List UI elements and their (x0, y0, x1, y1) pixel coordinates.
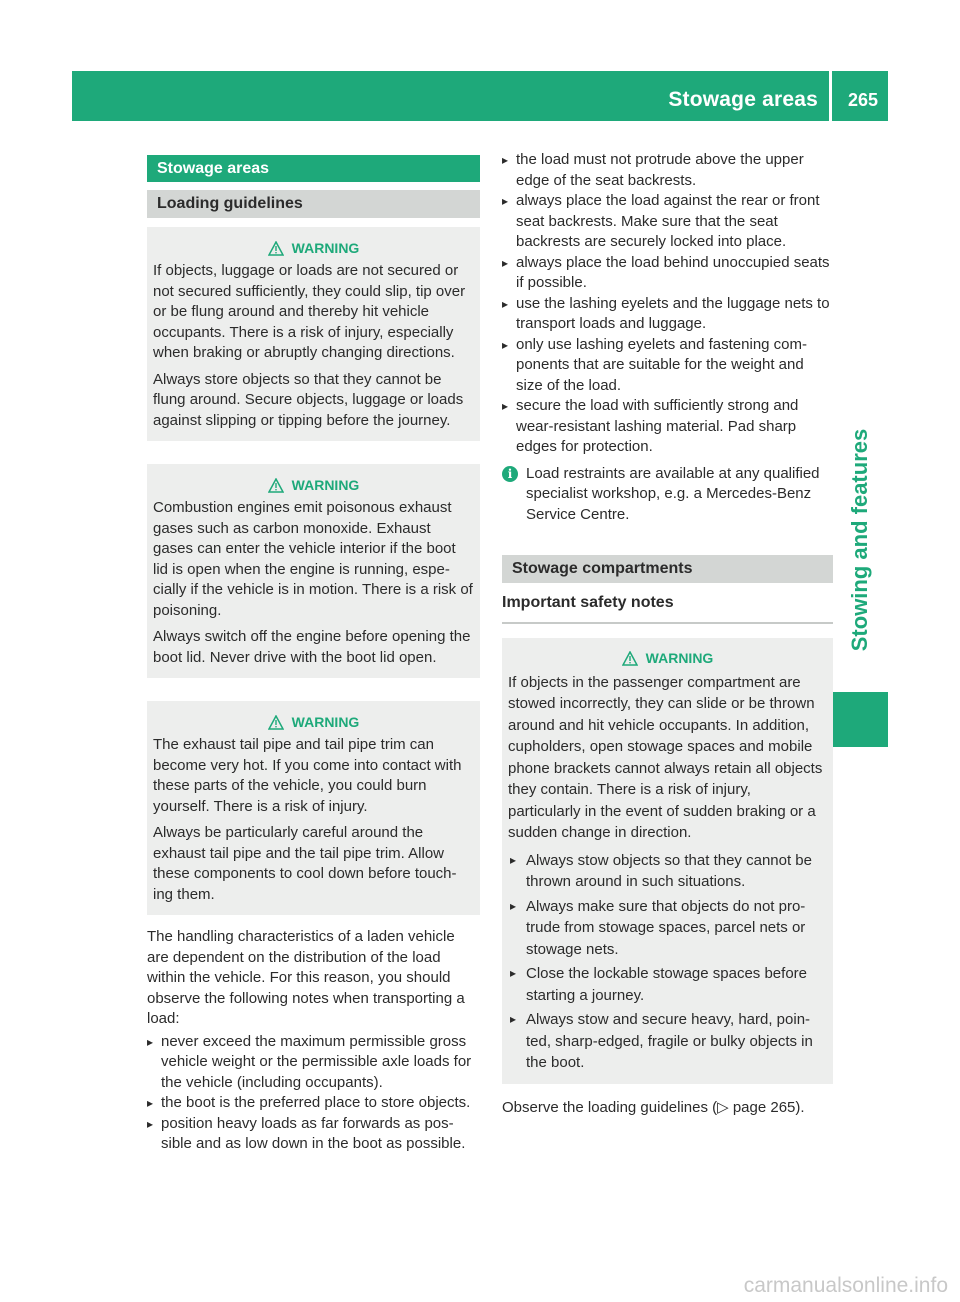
warning-label: WARNING (291, 239, 360, 256)
header-title: Stowage areas (668, 88, 818, 111)
warning-text: The exhaust tail pipe and tail pipe trim can become very hot. If you come into contact with these parts of the vehicle, you could burn yourself. There is a risk of injury. (153, 736, 462, 815)
list-item: ▸ position heavy loads as far forwards as pos-sible and as low down in the boot as possible. (147, 1114, 480, 1155)
list-item: ▸ secure the load with sufficiently strong and wear-resistant lashing material. Pad sharp edges for protection. (502, 396, 833, 458)
warning-header (153, 237, 474, 259)
warning-header (153, 474, 474, 496)
list-item: ▸ always place the load behind unoccupied seats if possible. (502, 253, 833, 294)
info-icon: i (502, 466, 518, 482)
side-tab-marker (833, 692, 888, 747)
info-text: Load restraints are available at any qualified specialist workshop, e.g. a Mercedes-Benz Service Centre. (526, 464, 820, 523)
list-item: ▸ never exceed the maximum permissible gross vehicle weight or the permissible axle loads for the vehicle (including occupants). (147, 1032, 480, 1094)
warning-text: Always switch off the engine before opening the boot lid. Never drive with the boot lid open. (153, 628, 471, 666)
warning-text: Always store objects so that they cannot be flung around. Secure objects, luggage or loads against slipping or tipping before the journey. (153, 370, 464, 429)
loading-bullets-continued (502, 150, 833, 458)
warning-triangle-icon (622, 651, 638, 666)
warning-box (147, 227, 480, 441)
warning-label: WARNING (645, 650, 714, 667)
warning-text: Combustion engines emit poisonous exhaust gases such as carbon monoxide. Exhaust gases can enter the vehicle interior if the boot lid is open when the engine is running, espe-cially if the vehicle is in motion. There is a risk of poisoning. (153, 499, 473, 619)
list-item: ▸ use the lashing eyelets and the luggage nets to transport loads and luggage. (502, 294, 833, 335)
warning-header (508, 648, 827, 670)
header-divider (829, 71, 832, 121)
warning-header (153, 711, 474, 733)
intro-text: The handling characteristics of a laden vehicle are dependent on the distribution of the load within the vehicle. For this reason, you should observe the following notes when transporting a load: (147, 928, 465, 1027)
warning-label: WARNING (291, 713, 360, 730)
warning-box (147, 464, 480, 678)
section-title: Stowage areas (147, 155, 480, 182)
watermark: carmanualsonline.info (743, 1274, 948, 1297)
list-item: ▸ the load must not protrude above the upper edge of the seat backrests. (502, 150, 833, 191)
list-item: ▸ only use lashing eyelets and fastening com-ponents that are suitable for the weight and size of the load. (502, 335, 833, 397)
warning-text: If objects in the passenger compartment are stowed incorrectly, they can slide or be thrown around and hit vehicle occupants. In addition, cupholders, open stowage spaces and mobile phone brackets cannot always retain all objects they contain. There is a risk of injury, particularly in the event of sudden braking or a sudden change in direction. (508, 673, 823, 841)
warning-bullets (508, 850, 827, 1074)
subsection-title: Loading guidelines (147, 190, 480, 218)
warning-box (147, 701, 480, 915)
list-item: ▸ Always stow objects so that they cannot be thrown around in such situations. (508, 850, 827, 893)
list-item: ▸ Always stow and secure heavy, hard, poin-ted, sharp-edged, fragile or bulky objects in the boot. (508, 1009, 827, 1074)
side-tab (833, 428, 888, 652)
warning-triangle-icon (268, 241, 284, 256)
list-item: ▸ Close the lockable stowage spaces before starting a journey. (508, 963, 827, 1006)
page-number: 265 (847, 90, 878, 110)
warning-triangle-icon (268, 715, 284, 730)
warning-box (502, 638, 833, 1084)
warning-triangle-icon (268, 478, 284, 493)
subheading: Important safety notes (502, 593, 833, 624)
list-item: ▸ always place the load against the rear or front seat backrests. Make sure that the seat backrests are securely locked into place. (502, 191, 833, 253)
left-column (147, 155, 480, 1155)
section-title-compartments: Stowage compartments (502, 555, 833, 583)
side-tab-label: Stowing and features (847, 428, 872, 652)
list-item: ▸ Always make sure that objects do not pro-trude from stowage spaces, parcel nets or stowage nets. (508, 896, 827, 961)
observe-text: Observe the loading guidelines (▷ page 265). (502, 1098, 805, 1116)
warning-text: If objects, luggage or loads are not secured or not secured sufficiently, they could slip, tip over or be flung around and thereby hit vehicle occupants. There is a risk of injury, especially when braking or abruptly changing directions. (153, 262, 466, 361)
loading-bullets (147, 1032, 480, 1155)
warning-text: Always be particularly careful around the exhaust tail pipe and the tail pipe trim. Allow these components to cool down before touch-ing them. (153, 824, 457, 903)
list-item: ▸ the boot is the preferred place to store objects. (147, 1093, 480, 1114)
warning-label: WARNING (291, 476, 360, 493)
header-bar (72, 71, 888, 121)
info-note (502, 464, 833, 526)
right-column (502, 150, 833, 1120)
